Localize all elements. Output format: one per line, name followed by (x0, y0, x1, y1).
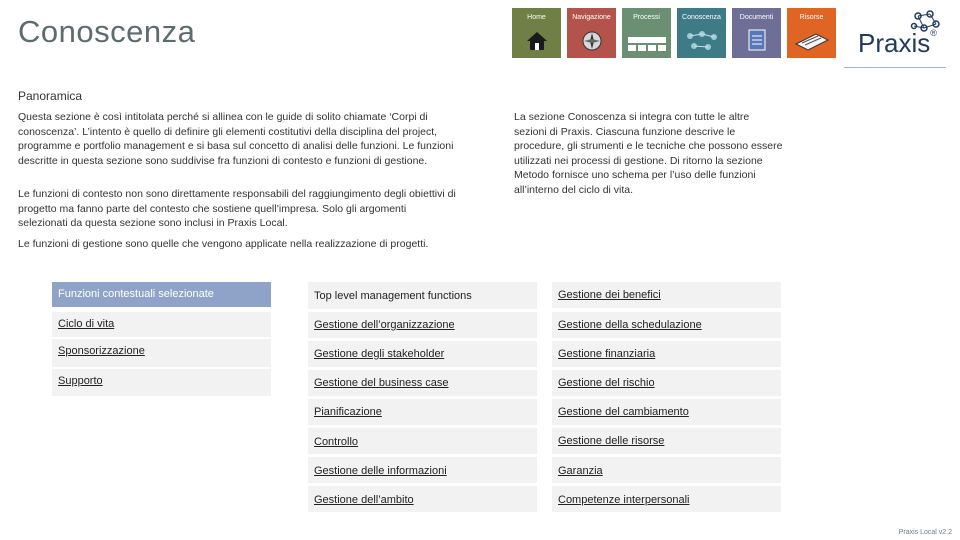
nav-home[interactable] (512, 8, 561, 58)
function-link-finanziaria[interactable]: Gestione finanziaria (552, 341, 781, 367)
col1-header: Funzioni contestuali selezionate (52, 282, 271, 307)
integration-paragraph: La sezione Conoscenza si integra con tutte le altre sezioni di Praxis. Ciascuna funzione descrive le procedure, gli strumenti e le tecniche che possono essere utilizzati nei processi di gestione. Di ritorno la sezione Metodo fornisce uno schema per l’uso delle funzioni all’interno del ciclo di vita. (514, 111, 783, 196)
nav-risorse[interactable] (787, 8, 836, 58)
function-link-ambito[interactable]: Gestione dell’ambito (308, 486, 537, 512)
process-icon (622, 36, 671, 52)
compass-icon (567, 30, 616, 52)
function-link-stakeholder[interactable]: Gestione degli stakeholder (308, 341, 537, 367)
section-title: Panoramica (18, 89, 83, 103)
function-link-supporto[interactable]: Supporto (52, 369, 271, 396)
version-footer: Praxis Local v2.2 (898, 529, 952, 536)
function-link-risorse[interactable]: Gestione delle risorse (552, 428, 781, 454)
top-navigation (512, 8, 836, 58)
function-link-pianificazione[interactable]: Pianificazione (308, 399, 537, 425)
nav-navigazione[interactable] (567, 8, 616, 58)
nav-conoscenza[interactable] (677, 8, 726, 58)
function-link-benefici[interactable]: Gestione dei benefici (552, 282, 781, 308)
function-link-controllo[interactable]: Controllo (308, 428, 537, 454)
nav-home-label: Home (527, 14, 546, 21)
logo-word: Praxis (858, 28, 931, 58)
registered-mark: ® (930, 28, 937, 38)
resources-icon (787, 30, 836, 52)
intro-paragraph-2: Le funzioni di contesto non sono direttamente responsabili del raggiungimento degli obiettivi di progetto ma fanno parte del contesto che sostiene quell’impresa. Solo gli argomenti selezionati da questa sezione sono inclusi in Praxis Local. (18, 188, 456, 229)
logo-divider (844, 67, 946, 68)
document-icon (732, 28, 781, 52)
home-icon (512, 30, 561, 52)
function-link-garanzia[interactable]: Garanzia (552, 457, 781, 483)
intro-paragraph-3: Le funzioni di gestione sono quelle che vengono applicate nella realizzazione di progetti. (18, 238, 429, 250)
praxis-logo (852, 10, 947, 60)
knowledge-icon (677, 30, 726, 52)
function-link-rischio[interactable]: Gestione del rischio (552, 370, 781, 396)
page-title: Conoscenza (18, 14, 196, 49)
function-link-schedulazione[interactable]: Gestione della schedulazione (552, 312, 781, 338)
nav-navigazione-label: Navigazione (572, 14, 611, 21)
col2-header: Top level management functions (308, 282, 537, 309)
nav-risorse-label: Risorse (799, 14, 824, 21)
function-link-ciclo-di-vita[interactable]: Ciclo di vita (52, 312, 271, 337)
nav-documenti[interactable] (732, 8, 781, 58)
function-link-organizzazione[interactable]: Gestione dell’organizzazione (308, 312, 537, 338)
nav-documenti-label: Documenti (739, 14, 774, 21)
function-link-informazioni[interactable]: Gestione delle informazioni (308, 457, 537, 483)
intro-paragraph-1: Questa sezione è così intitolata perché si allinea con le guide di solito chiamate ‘Corpi di conoscenza’. L’intento è quello di definire gli elementi costitutivi della disciplina del project, programme e portfolio management e si basa sul concetto di analisi delle funzioni. Le funzioni descritte in questa sezione sono suddivise fra funzioni di contesto e funzioni di gestione. (18, 111, 454, 167)
function-link-competenze[interactable]: Competenze interpersonali (552, 486, 781, 512)
logo-text (858, 28, 937, 59)
function-link-sponsorizzazione[interactable]: Sponsorizzazione (52, 339, 271, 367)
function-link-business-case[interactable]: Gestione del business case (308, 370, 537, 396)
nav-processi[interactable] (622, 8, 671, 58)
function-link-cambiamento[interactable]: Gestione del cambiamento (552, 399, 781, 425)
nav-processi-label: Processi (633, 14, 660, 21)
nav-conoscenza-label: Conoscenza (682, 14, 721, 21)
